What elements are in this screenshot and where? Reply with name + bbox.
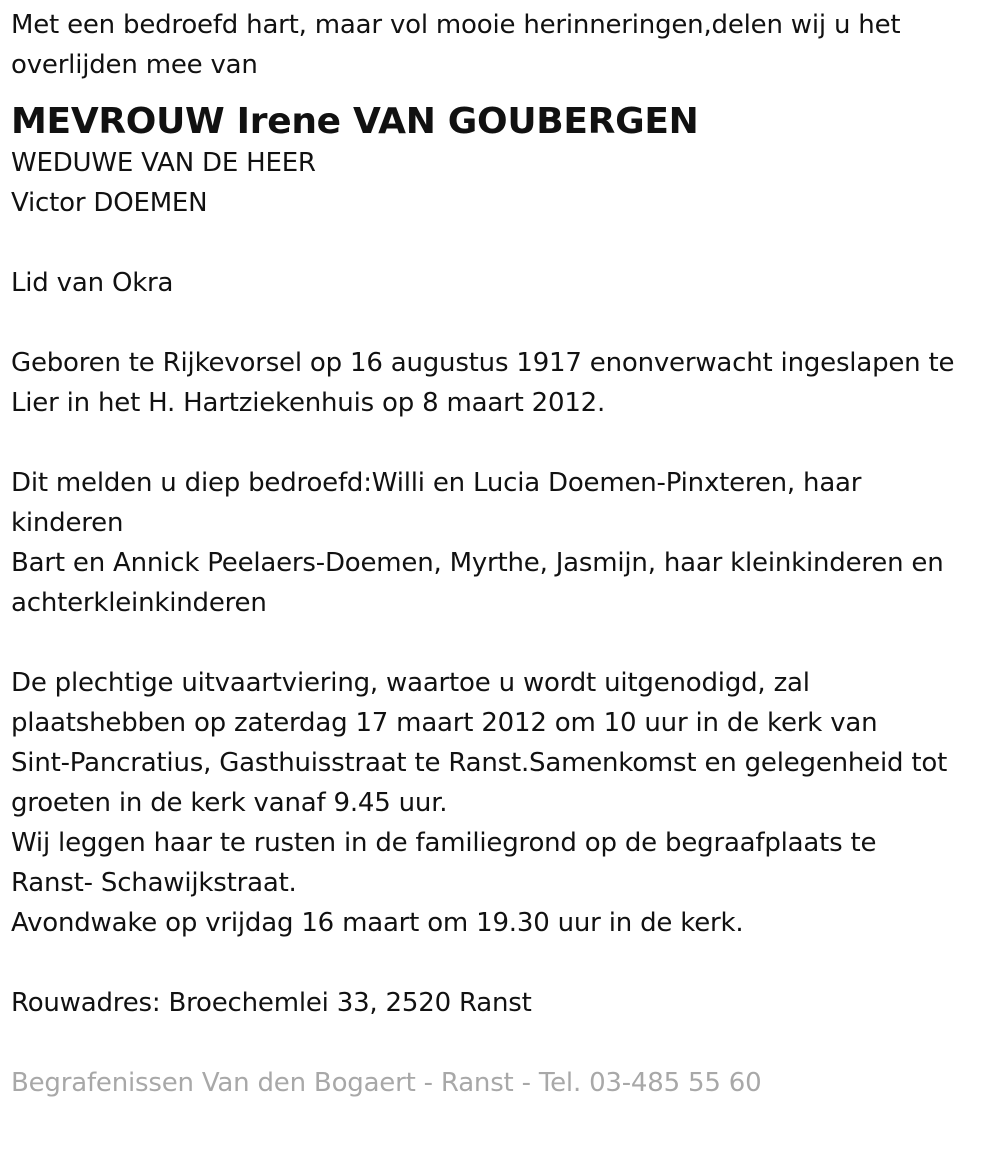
spacer bbox=[11, 943, 991, 983]
membership: Lid van Okra bbox=[11, 268, 174, 298]
obituary-notice bbox=[11, 5, 991, 1103]
birth-death-paragraph bbox=[11, 343, 991, 423]
mourners-paragraph bbox=[11, 463, 991, 623]
ceremony-line: Ranst- Schawijkstraat. bbox=[11, 868, 297, 898]
spacer bbox=[11, 1023, 991, 1063]
birth-death-line: Lier in het H. Hartziekenhuis op 8 maart 2012. bbox=[11, 388, 606, 418]
birth-death-line: Geboren te Rijkevorsel op 16 augustus 1917 enonverwacht ingeslapen te bbox=[11, 348, 955, 378]
intro-line: Met een bedroefd hart, maar vol mooie herinneringen,delen wij u het bbox=[11, 10, 901, 40]
spouse-line: WEDUWE VAN DE HEER bbox=[11, 148, 316, 178]
funeral-home-footer: Begrafenissen Van den Bogaert - Ranst - Tel. 03-485 55 60 bbox=[11, 1068, 762, 1098]
spacer bbox=[11, 303, 991, 343]
mourning-address: Rouwadres: Broechemlei 33, 2520 Ranst bbox=[11, 988, 532, 1018]
deceased-name: MEVROUW Irene VAN GOUBERGEN bbox=[11, 101, 699, 142]
mourners-line: achterkleinkinderen bbox=[11, 588, 267, 618]
ceremony-line: plaatshebben op zaterdag 17 maart 2012 om 10 uur in de kerk van bbox=[11, 708, 878, 738]
mourners-line: Bart en Annick Peelaers-Doemen, Myrthe, Jasmijn, haar kleinkinderen en bbox=[11, 548, 944, 578]
ceremony-line: Avondwake op vrijdag 16 maart om 19.30 uur in de kerk. bbox=[11, 908, 744, 938]
intro-paragraph bbox=[11, 5, 991, 85]
spacer bbox=[11, 423, 991, 463]
mourners-line: kinderen bbox=[11, 508, 124, 538]
spouse-line: Victor DOEMEN bbox=[11, 188, 208, 218]
intro-line: overlijden mee van bbox=[11, 50, 258, 80]
ceremony-line: De plechtige uitvaartviering, waartoe u wordt uitgenodigd, zal bbox=[11, 668, 810, 698]
ceremony-line: groeten in de kerk vanaf 9.45 uur. bbox=[11, 788, 448, 818]
spacer bbox=[11, 223, 991, 263]
ceremony-line: Sint-Pancratius, Gasthuisstraat te Ranst.Samenkomst en gelegenheid tot bbox=[11, 748, 948, 778]
ceremony-paragraph bbox=[11, 663, 991, 943]
mourners-line: Dit melden u diep bedroefd:Willi en Lucia Doemen-Pinxteren, haar bbox=[11, 468, 862, 498]
ceremony-line: Wij leggen haar te rusten in de familiegrond op de begraafplaats te bbox=[11, 828, 877, 858]
spacer bbox=[11, 623, 991, 663]
spouse-block bbox=[11, 143, 991, 223]
